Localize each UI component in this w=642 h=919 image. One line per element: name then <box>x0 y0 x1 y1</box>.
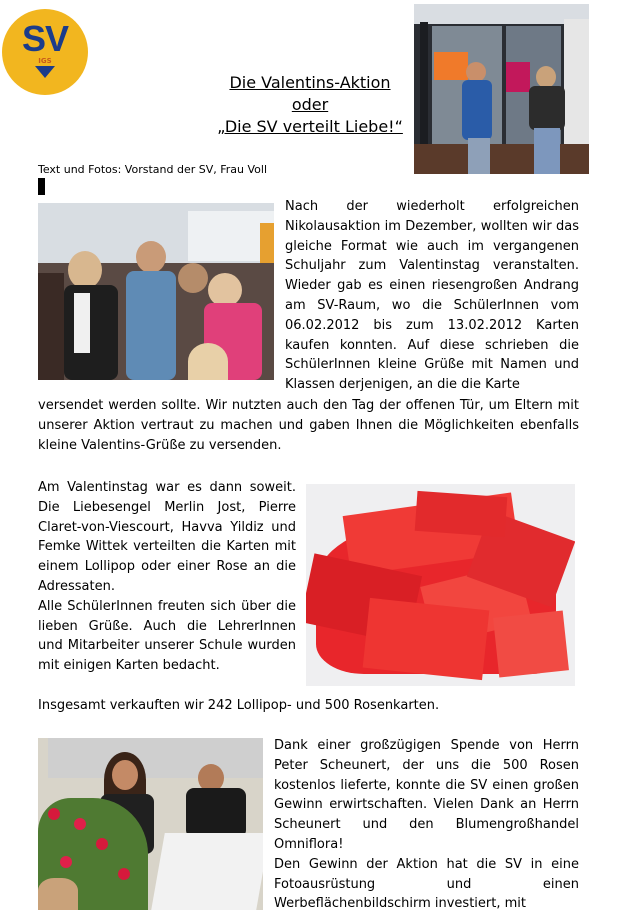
paragraph-intro-text: Nach der wiederholt erfolgreichen Nikolausaktion im Dezember, wollten wir das gleiche Format wie auch im vergangenen Schuljahr zum Valentinstag veranstalten. Wieder gab es einen riesengroßen Andrang am SV-Raum, wo die SchülerInnen vom 06.02.2012 bis zum 13.02.2012 Karten kaufen konnten. Auf diese schrieben die SchülerInnen kleine Grüße mit Namen und Klassen derjenigen, an die die Karte <box>285 199 579 393</box>
text-cursor-marker <box>38 178 45 195</box>
photo-entrance <box>414 4 589 174</box>
logo-triangle-icon <box>35 66 55 78</box>
logo-subtext: IGS <box>38 56 52 65</box>
paragraph-valentinstag <box>38 478 296 676</box>
photo-crowd <box>38 203 274 380</box>
title-line-2: oder <box>291 95 329 114</box>
paragraph-greetings-text: Alle SchülerInnen freuten sich über die lieben Grüße. Auch die LehrerInnen und Mitarbeiter unserer Schule wurden mit einigen Karten bedacht. <box>38 598 296 674</box>
article-title <box>180 72 440 138</box>
photo-roses <box>38 738 263 910</box>
paragraph-profit-text: Den Gewinn der Aktion hat die SV in eine Fotoausrüstung und einen Werbeflächenbildschirm investiert, mit <box>274 856 579 912</box>
title-line-1: Die Valentins-Aktion <box>229 73 391 92</box>
title-line-3: „Die SV verteilt Liebe!“ <box>217 117 403 136</box>
paragraph-intro-continued-text: versendet werden sollte. Wir nutzten auch den Tag der offenen Tür, um Eltern mit unserer Aktion vertraut zu machen und gaben Ihnen die Möglichkeiten ebenfalls kleine Valentins-Grüße zu versenden. <box>38 398 579 453</box>
paragraph-donation-text: Dank einer großzügigen Spende von Herrn Peter Scheunert, der uns die 500 Rosen kostenlos lieferte, konnte die SV einen großen Gewinn erwirtschaften. Vielen Dank an Herrn Scheunert und den Blumengroßhandel Omniflora! <box>274 738 579 852</box>
paragraph-intro-continued <box>38 396 579 455</box>
logo-text: SV <box>21 17 69 59</box>
photo-credit: Text und Fotos: Vorstand der SV, Frau Voll <box>38 163 268 176</box>
paragraph-intro <box>285 197 579 395</box>
photo-envelopes <box>306 484 575 686</box>
sv-logo <box>2 9 88 95</box>
paragraph-donation <box>274 736 579 914</box>
paragraph-sales-text: Insgesamt verkauften wir 242 Lollipop- und 500 Rosenkarten. <box>38 698 440 713</box>
paragraph-sales <box>38 696 579 716</box>
paragraph-valentinstag-text: Am Valentinstag war es dann soweit. Die Liebesengel Merlin Jost, Pierre Claret-von-Viescourt, Havva Yildiz und Femke Wittek verteilten die Karten mit einem Lollipop oder einer Rose an die Adressaten. <box>38 480 296 594</box>
